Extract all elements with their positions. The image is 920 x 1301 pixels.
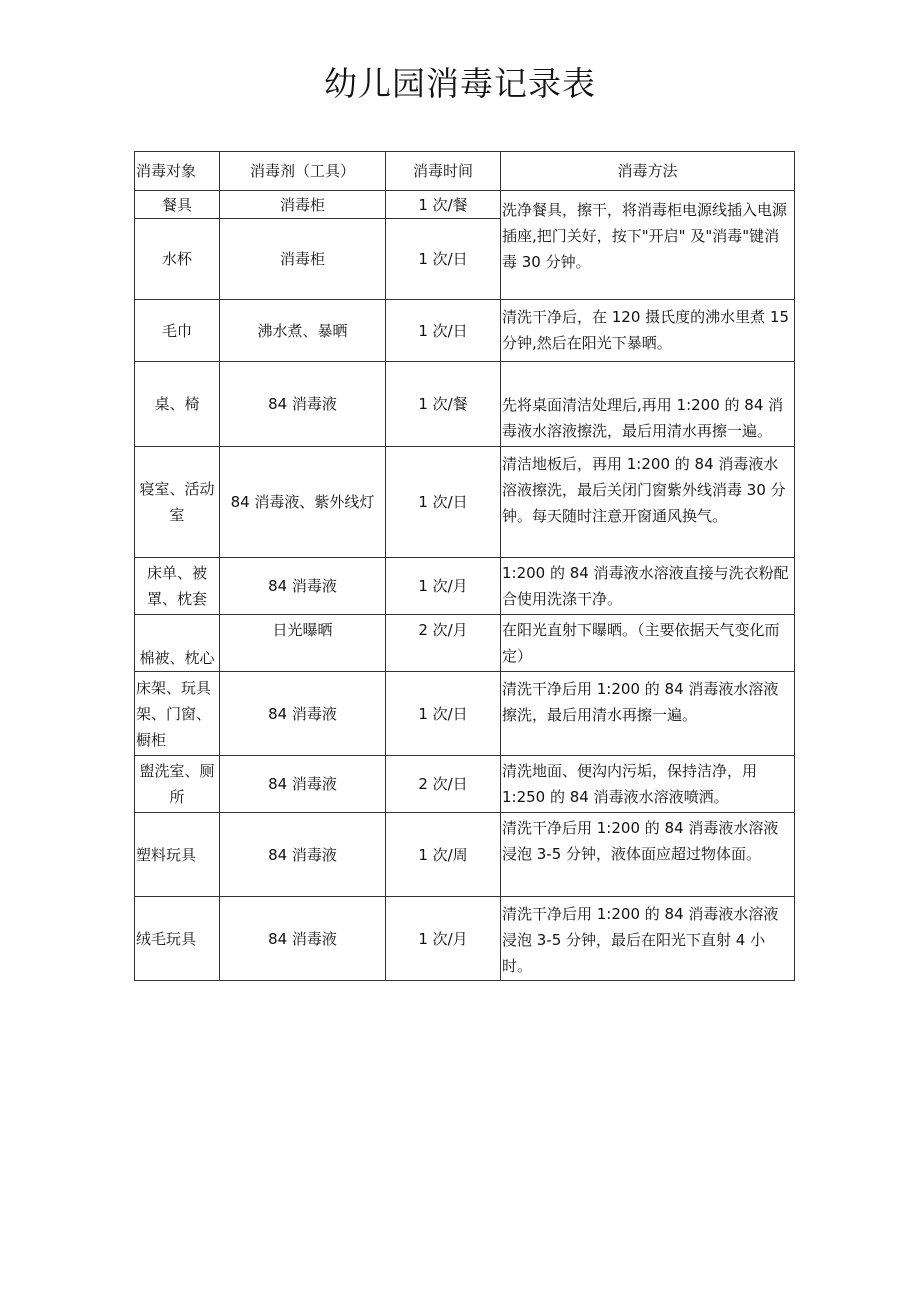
table-row <box>135 191 795 219</box>
cell-method: 在阳光直射下曝晒。（主要依据天气变化而定） <box>501 615 795 672</box>
table-row <box>135 362 795 447</box>
cell-time: 1 次/餐 <box>386 191 501 219</box>
cell-method: 1:200 的 84 消毒液水溶液直接与洗衣粉配合使用洗涤干净。 <box>501 558 795 615</box>
table-header-row <box>135 152 795 191</box>
cell-method: 清洗干净后用 1:200 的 84 消毒液水溶液浸泡 3-5 分钟，最后在阳光下直射 4 小时。 <box>501 897 795 981</box>
header-method: 消毒方法 <box>501 152 795 191</box>
table-row <box>135 558 795 615</box>
cell-target: 毛巾 <box>135 300 220 362</box>
cell-time: 1 次/日 <box>386 300 501 362</box>
cell-method: 清洗干净后用 1:200 的 84 消毒液水溶液擦洗，最后用清水再擦一遍。 <box>501 672 795 756</box>
cell-target: 桌、椅 <box>135 362 220 447</box>
cell-target: 棉被、枕心 <box>135 615 220 672</box>
table-row <box>135 672 795 756</box>
header-time: 消毒时间 <box>386 152 501 191</box>
page-title: 幼儿园消毒记录表 <box>324 64 596 103</box>
cell-time: 1 次/月 <box>386 558 501 615</box>
cell-time: 1 次/月 <box>386 897 501 981</box>
cell-agent: 84 消毒液 <box>220 813 386 897</box>
cell-method: 洗净餐具，擦干，将消毒柜电源线插入电源插座,把门关好，按下"开启" 及"消毒"键消毒 30 分钟。 <box>501 191 795 300</box>
header-target: 消毒对象 <box>135 152 220 191</box>
cell-method: 清洗地面、便沟内污垢，保持洁净，用 1:250 的 84 消毒液水溶液喷洒。 <box>501 756 795 813</box>
table-row <box>135 615 795 672</box>
cell-agent: 沸水煮、暴晒 <box>220 300 386 362</box>
cell-time: 1 次/日 <box>386 672 501 756</box>
cell-time: 2 次/日 <box>386 756 501 813</box>
cell-agent: 84 消毒液 <box>220 362 386 447</box>
disinfection-table <box>134 151 795 981</box>
cell-target: 塑料玩具 <box>135 813 220 897</box>
cell-time: 2 次/月 <box>386 615 501 672</box>
cell-agent: 消毒柜 <box>220 191 386 219</box>
cell-time: 1 次/日 <box>386 447 501 558</box>
cell-target: 床架、玩具架、门窗、橱柜 <box>135 672 220 756</box>
cell-method: 清洁地板后，再用 1:200 的 84 消毒液水溶液擦洗，最后关闭门窗紫外线消毒 30 分钟。每天随时注意开窗通风换气。 <box>501 447 795 558</box>
cell-agent: 84 消毒液 <box>220 756 386 813</box>
table-row <box>135 300 795 362</box>
cell-target: 床单、被罩、枕套 <box>135 558 220 615</box>
cell-time: 1 次/餐 <box>386 362 501 447</box>
cell-agent: 84 消毒液 <box>220 897 386 981</box>
cell-target: 绒毛玩具 <box>135 897 220 981</box>
cell-agent: 84 消毒液 <box>220 672 386 756</box>
table-row <box>135 813 795 897</box>
cell-time: 1 次/周 <box>386 813 501 897</box>
cell-agent: 84 消毒液 <box>220 558 386 615</box>
cell-target: 寝室、活动室 <box>135 447 220 558</box>
table-row <box>135 756 795 813</box>
cell-method: 清洗干净后用 1:200 的 84 消毒液水溶液浸泡 3-5 分钟，液体面应超过物体面。 <box>501 813 795 897</box>
cell-agent: 消毒柜 <box>220 219 386 300</box>
cell-agent: 84 消毒液、紫外线灯 <box>220 447 386 558</box>
cell-agent: 日光曝晒 <box>220 615 386 672</box>
cell-method: 清洗干净后，在 120 摄氏度的沸水里煮 15 分钟,然后在阳光下暴晒。 <box>501 300 795 362</box>
header-agent: 消毒剂（工具） <box>220 152 386 191</box>
cell-time: 1 次/日 <box>386 219 501 300</box>
cell-target: 水杯 <box>135 219 220 300</box>
cell-target: 餐具 <box>135 191 220 219</box>
table-row <box>135 447 795 558</box>
cell-target: 盥洗室、厕所 <box>135 756 220 813</box>
cell-method: 先将桌面清洁处理后,再用 1:200 的 84 消毒液水溶液擦洗，最后用清水再擦一遍。 <box>501 362 795 447</box>
table-row <box>135 897 795 981</box>
